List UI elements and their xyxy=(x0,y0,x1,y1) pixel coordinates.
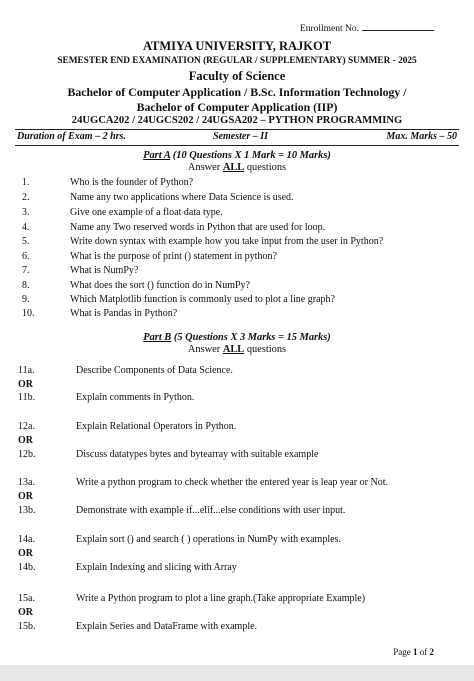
instr-text: questions xyxy=(244,162,287,173)
question-number: 11a. xyxy=(18,365,35,376)
question-number: 11b. xyxy=(18,392,36,403)
or-label: OR xyxy=(18,491,33,502)
or-label: OR xyxy=(18,607,33,618)
question-number: 2. xyxy=(22,192,30,203)
question-text: Name any two applications where Data Science is used. xyxy=(70,192,294,203)
instr-text: Answer xyxy=(187,344,223,355)
part-b-marks-note: (5 Questions X 3 Marks = 15 Marks) xyxy=(173,332,331,343)
top-divider xyxy=(15,129,459,130)
question-number: 3. xyxy=(22,207,30,218)
question-text: Who is the founder of Python? xyxy=(70,177,194,188)
question-text: What is NumPy? xyxy=(70,265,139,276)
question-text: What is Pandas in Python? xyxy=(70,308,178,319)
question-number: 6. xyxy=(22,251,30,262)
part-a-marks-note: (10 Questions X 1 Mark = 10 Marks) xyxy=(172,150,331,161)
page-number xyxy=(393,647,434,657)
exam-duration: Duration of Exam – 2 hrs. xyxy=(17,131,126,142)
enrollment-label: Enrollment No. xyxy=(299,24,359,34)
question-text: Explain Indexing and slicing with Array xyxy=(76,562,237,573)
part-a-instruction xyxy=(0,162,474,173)
university-name: ATMIYA UNIVERSITY, RAJKOT xyxy=(142,39,332,53)
question-number: 4. xyxy=(22,222,30,233)
question-number: 13a. xyxy=(18,477,35,488)
part-b-instruction xyxy=(0,344,474,355)
course-title: 24UGCA202 / 24UGCS202 / 24UGSA202 – PYTHON PROGRAMMING xyxy=(71,115,403,126)
question-number: 7. xyxy=(22,265,30,276)
max-marks: Max. Marks – 50 xyxy=(386,131,457,142)
question-number: 9. xyxy=(22,294,30,305)
part-a-heading xyxy=(0,150,474,161)
question-number: 13b. xyxy=(18,505,36,516)
question-number: 5. xyxy=(22,236,30,247)
question-number: 15a. xyxy=(18,593,35,604)
faculty-name: Faculty of Science xyxy=(188,69,286,83)
viewer-bottom-bar xyxy=(0,665,474,681)
meta-divider xyxy=(15,145,459,146)
programme-line-2: Bachelor of Computer Application (IIP) xyxy=(136,100,338,114)
question-number: 14b. xyxy=(18,562,36,573)
programme-line-1: Bachelor of Computer Application / B.Sc. Information Technology / xyxy=(67,85,407,99)
question-number: 1. xyxy=(22,177,30,188)
or-label: OR xyxy=(18,548,33,559)
instr-text: Answer xyxy=(187,162,223,173)
part-b-heading xyxy=(0,332,474,343)
enrollment-field xyxy=(300,22,434,34)
question-text: Demonstrate with example if...elif...else conditions with user input. xyxy=(76,505,346,516)
question-text: Explain comments in Python. xyxy=(76,392,195,403)
page-total: 2 xyxy=(429,647,434,657)
exam-title: SEMESTER END EXAMINATION (REGULAR / SUPPLEMENTARY) SUMMER - 2025 xyxy=(57,56,417,66)
question-number: 14a. xyxy=(18,534,35,545)
question-number: 15b. xyxy=(18,621,36,632)
instr-all: ALL xyxy=(222,344,245,355)
or-label: OR xyxy=(18,379,33,390)
question-text: Explain Relational Operators in Python. xyxy=(76,421,237,432)
question-text: Discuss datatypes bytes and bytearray with suitable example xyxy=(76,449,319,460)
instr-all: ALL xyxy=(222,162,245,173)
semester-label: Semester – II xyxy=(213,131,268,142)
question-text: Name any Two reserved words in Python that are used for loop. xyxy=(70,222,326,233)
question-text: What is the purpose of print () statement in python? xyxy=(70,251,277,262)
question-text: Give one example of a float data type. xyxy=(70,207,223,218)
part-b-title: Part B xyxy=(143,332,172,343)
or-label: OR xyxy=(18,435,33,446)
question-number: 8. xyxy=(22,280,30,291)
page-label: of xyxy=(417,647,430,657)
question-number: 10. xyxy=(22,308,35,319)
enrollment-blank xyxy=(362,22,434,31)
question-text: Write a Python program to plot a line graph.(Take appropriate Example) xyxy=(76,593,366,604)
instr-text: questions xyxy=(244,344,287,355)
question-text: Write a python program to check whether the entered year is leap year or Not. xyxy=(76,477,388,488)
question-number: 12a. xyxy=(18,421,35,432)
question-text: Explain sort () and search ( ) operations in NumPy with examples. xyxy=(76,534,341,545)
question-text: Explain Series and DataFrame with example. xyxy=(76,621,258,632)
question-text: Which Matplotlib function is commonly used to plot a line graph? xyxy=(70,294,335,305)
question-text: Describe Components of Data Science. xyxy=(76,365,233,376)
page-label: Page xyxy=(393,647,413,657)
question-number: 12b. xyxy=(18,449,36,460)
question-text: Write down syntax with example how you take input from the user in Python? xyxy=(70,236,384,247)
part-a-title: Part A xyxy=(143,150,171,161)
question-text: What does the sort () function do in NumPy? xyxy=(70,280,250,291)
page-current: 1 xyxy=(413,647,418,657)
